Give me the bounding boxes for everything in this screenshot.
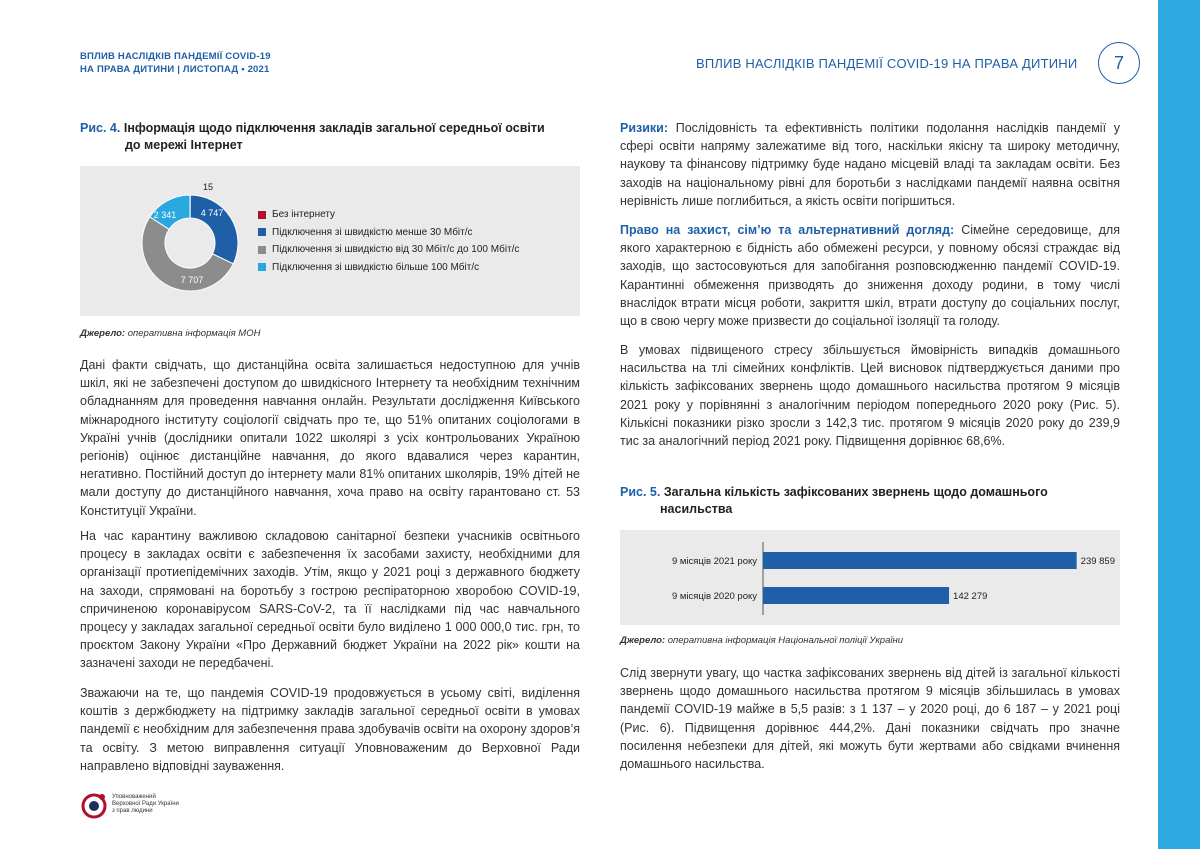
legend-swatch: [258, 228, 266, 236]
page-number: 7: [1098, 42, 1140, 84]
ombudsman-logo: [80, 790, 110, 820]
legend-item-no-internet: [258, 206, 519, 224]
header-left-line1: ВПЛИВ НАСЛІДКІВ ПАНДЕМІЇ COVID-19: [80, 51, 271, 62]
donut-value-label: 2 341: [153, 210, 177, 220]
fig5-chart-panel: [620, 530, 1120, 625]
legend-label: Підключення зі швидкістю менше 30 Мбіт/с: [272, 226, 473, 238]
bar-value-label: 142 279: [953, 591, 988, 602]
header-left-line2: НА ПРАВА ДИТИНИ | ЛИСТОПАД • 2021: [80, 64, 270, 75]
fig5-source-prefix: Джерело:: [620, 635, 666, 646]
fig4-title: [80, 120, 580, 154]
right-paragraph-4: Слід звернути увагу, що частка зафіксованих звернень від дітей із загальної кількості звернень щодо домашнього насильства протягом 9 місяців збільшилась в умовах пандемії COVID-19 майже в 5,5 разів: з 1 137 – у 2020 році, до 6 187 – у 2021 році (Рис. 6). Підвищення дорівнює 444,2%. Дані показники свідчать про значне посилення небезпеки для дітей, які можуть бути жертвами або свідками вчинення домашнього насильства.: [620, 666, 1120, 772]
fig5-title-line1: Загальна кількість зафіксованих звернень щодо домашнього: [663, 485, 1048, 499]
fig4-source-text: оперативна інформація МОН: [127, 328, 261, 339]
fig4-legend: [258, 206, 519, 276]
logo-line2: Верховної Ради України: [112, 801, 179, 807]
running-header-left: [80, 50, 271, 76]
donut-value-label: 4 747: [200, 208, 224, 218]
left-paragraph-3: Зважаючи на те, що пандемія COVID-19 продовжується в усьому світі, виділення коштів з держбюджету на підтримку закладів загальної середньої освіти в умовах пандемії є необхідним для забезпечення права здобувачів освіти на охорону здоров’я та освіту. З метою виправлення ситуації Уповноваженим до Верховної Ради направлено відповідні зауваження.: [80, 686, 580, 773]
fig5-title: [620, 484, 1120, 518]
bar: [763, 552, 1077, 569]
legend-item-30-100: [258, 241, 519, 259]
fig5-source: [620, 635, 903, 646]
right-paragraph-risks: [620, 119, 1120, 210]
fig4-source-prefix: Джерело:: [80, 328, 126, 339]
bar-category-label: 9 місяців 2020 року: [671, 591, 757, 602]
legend-swatch: [258, 263, 266, 271]
bar: [763, 587, 949, 604]
left-paragraph-1: Дані факти свідчать, що дистанційна освіта залишається недоступною для учнів шкіл, які не забезпечені доступом до швидкісного Інтернету та необхідним технічним обладнанням для проведення навчання онлайн. Результати дослідження Київського міжнародного інституту соціології свідчать про те, що 51% опитаних соціологами в Україні учнів (дослідники опитали 1022 школярі з усіх контрольованих Україною регіонів) оцінює дистанційне навчання, до якого вдавалися через карантин, негативно. Постійний доступ до інтернету мали 81% опитаних школярів, 19% дітей не мали доступу до дистанційного навчання, хоча право на освіту гарантовано ст. 53 Конституції України.: [80, 358, 580, 518]
legend-item-over-100: [258, 259, 519, 277]
risks-lead: Ризики:: [620, 121, 669, 135]
donut-chart: [120, 166, 280, 316]
legend-swatch: [258, 246, 266, 254]
bar-value-label: 239 859: [1080, 556, 1116, 567]
fig5-source-text: оперативна інформація Національної поліції України: [667, 635, 903, 646]
family-text: Сімейне середовище, для якого характерною є бідність або обмежені ресурси, у повному обсязі страждає від заходів, що застосовуються для запобігання розповсюдженню пандемії COVID-19. Карантинні обмеження призводять до зниження доходу родини, в тому числі внаслідок втрати місця роботи, закриття шкіл, втрати доступу до соціальних послуг, що в свою чергу може призвести до соціальної ізоляції та голоду.: [620, 223, 1120, 329]
legend-label: Без інтернету: [272, 209, 336, 221]
bar-chart: [620, 530, 1120, 625]
donut-slice: [190, 195, 238, 264]
fig4-title-line2: до мережі Інтернет: [125, 138, 243, 152]
logo-text: [112, 794, 179, 815]
logo-emblem-icon: [80, 790, 110, 820]
left-paragraph-2: На час карантину важливою складовою санітарної безпеки учасників освітнього процесу в закладах освіти є забезпечення їх засобами захисту, необхідними для організації протиепідемічних заходів. Утім, якщо у 2021 році з державного бюджету на заходи, спрямовані на боротьбу з гострою респіраторною хворобою COVID-19, спричиненою коронавірусом SARS-CoV-2, та її наслідками під час навчального процесу у закладах загальної середньої освіти було виділено 1 000 000,0 тис. грн, то проєктом Закону України «Про Державний бюджет України на 2022 рік» кошти на зазначені заходи не передбачені.: [80, 529, 580, 671]
fig5-title-line2: насильства: [660, 502, 733, 516]
legend-item-under-30: [258, 224, 519, 242]
family-lead: Право на захист, сім’ю та альтернативний догляд:: [620, 223, 955, 237]
bar-category-label: 9 місяців 2021 року: [671, 556, 757, 567]
fig5-label: Рис. 5.: [620, 485, 661, 499]
right-paragraph-3: В умовах підвищеного стресу збільшується ймовірність випадків домашнього насильства на тлі сімейних конфліктів. Цей висновок підтверджується даними про кількість зафіксованих звернень щодо домашнього насильства протягом 9 місяців 2021 року у порівнянні з аналогічним періодом попереднього 2020 року (Рис. 5). Кількісні показники різко зросли з 142,3 тис. протягом 9 місяців 2020 року до 239,9 тис за аналогічний період 2021 року. Підвищення дорівнює 68,6%.: [620, 343, 1120, 449]
logo-line3: з прав людини: [112, 808, 153, 814]
right-paragraph-family: [620, 221, 1120, 330]
fig4-chart-panel: [80, 166, 580, 316]
legend-swatch: [258, 211, 266, 219]
running-header-right: ВПЛИВ НАСЛІДКІВ ПАНДЕМІЇ COVID-19 НА ПРАВА ДИТИНИ: [696, 56, 1078, 71]
fig4-source: [80, 328, 260, 339]
fig4-title-line1: Інформація щодо підключення закладів загальної середньої освіти: [123, 121, 545, 135]
legend-label: Підключення зі швидкістю більше 100 Мбіт/с: [272, 261, 480, 273]
side-accent-bar: [1158, 0, 1200, 849]
donut-value-label: 15: [202, 182, 214, 192]
donut-value-label: 7 707: [180, 275, 204, 285]
fig4-label: Рис. 4.: [80, 121, 121, 135]
logo-line1: Уповноважений: [112, 794, 156, 800]
legend-label: Підключення зі швидкістю від 30 Мбіт/с до 100 Мбіт/с: [272, 244, 520, 256]
risks-text: Послідовність та ефективність політики подолання наслідків пандемії у сфері освіти напряму залежатиме від того, наскільки якісну та широку методичну, наукову та фінансову підтримку буде надано місцевій владі та закладам освіти. Без заходів на національному рівні для боротьби з наслідками пандемії наявна освітня нерівність лише поглибиться, а якість освіти погіршиться.: [620, 121, 1120, 208]
